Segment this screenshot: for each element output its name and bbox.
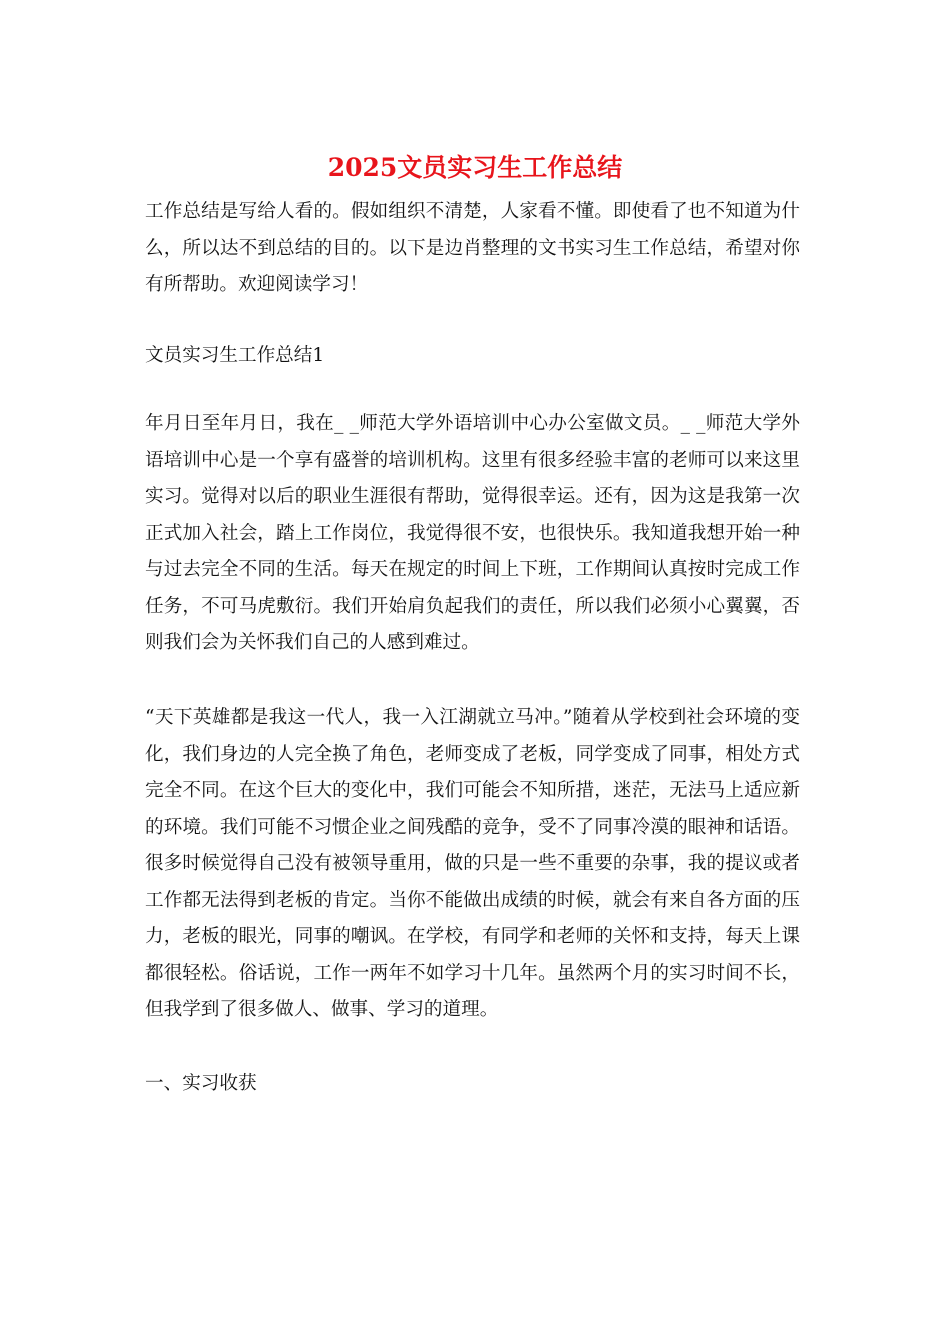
body-paragraph-2: “天下英雄都是我这一代人，我一入江湖就立马冲。”随着从学校到社会环境的变化，我们身边的人完全换了角色，老师变成了老板，同学变成了同事，相处方式完全不同。在这个巨大的变化中，我们可能会不知所措，迷茫，无法马上适应新的环境。我们可能不习惯企业之间残酷的竞争，受不了同事冷漠的眼神和话语。很多时候觉得自己没有被领导重用，做的只是一些不重要的杂事，我的提议或者工作都无法得到老板的肯定。当你不能做出成绩的时候，就会有来自各方面的压力，老板的眼光，同事的嘲讽。在学校，有同学和老师的关怀和支持，每天上课都很轻松。俗话说，工作一两年不如学习十几年。虽然两个月的实习时间不长，但我学到了很多做人、做事、学习的道理。 — [145, 707, 800, 1020]
document-title: 2025文员实习生工作总结 — [327, 153, 623, 182]
section-title: 文员实习生工作总结1 — [145, 345, 325, 366]
intro-paragraph: 工作总结是写给人看的。假如组织不清楚，人家看不懂。即使看了也不知道为什么，所以达不到总结的目的。以下是边肖整理的文书实习生工作总结，希望对你有所帮助。欢迎阅读学习！ — [145, 201, 800, 295]
body-paragraph-1: 年月日至年月日，我在_ _师范大学外语培训中心办公室做文员。_ _师范大学外语培训中心是一个享有盛誉的培训机构。这里有很多经验丰富的老师可以来这里实习。觉得对以后的职业生涯很有帮助，觉得很幸运。还有，因为这是我第一次正式加入社会，踏上工作岗位，我觉得很不安，也很快乐。我知道我想开始一种与过去完全不同的生活。每天在规定的时间上下班，工作期间认真按时完成工作任务，不可马虎敷衍。我们开始肩负起我们的责任，所以我们必须小心翼翼，否则我们会为关怀我们自己的人感到难过。 — [145, 413, 800, 653]
subheading: 一、实习收获 — [145, 1073, 257, 1094]
